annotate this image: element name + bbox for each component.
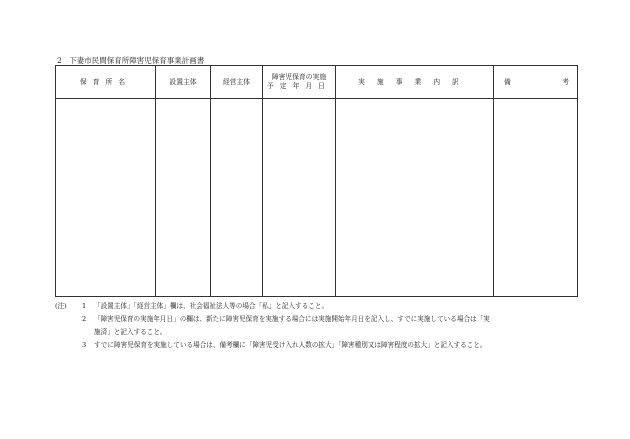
header-remarks	[494, 66, 578, 99]
note-number: 1	[82, 302, 87, 310]
header-nursery-name: 保育所名	[56, 66, 156, 99]
header-remarks-char1: 備	[504, 77, 511, 86]
cell-operator[interactable]	[211, 99, 263, 297]
note-item-1	[55, 300, 580, 313]
header-schedule-date	[263, 66, 336, 99]
plan-table	[55, 65, 578, 297]
notes-prefix: (注)	[55, 302, 67, 310]
cell-establisher[interactable]	[156, 99, 211, 297]
note-item-2	[55, 313, 580, 326]
note-text: すでに障害児保育を実施している場合は、備考欄に「障害児受け入れ人数の拡大」「障害種別又は障害程度の拡大」と記入すること。	[94, 341, 487, 349]
note-number: 3	[82, 341, 87, 349]
table-body-row	[56, 99, 578, 297]
cell-remarks[interactable]	[494, 99, 578, 297]
cell-schedule-date[interactable]	[263, 99, 336, 297]
header-details: 実施事業内訳	[336, 66, 494, 99]
header-remarks-char2: 考	[562, 77, 569, 86]
note-text: 「障害児保育の実施年月日」の欄は、新たに障害児保育を実施する場合には実施開始年月日を記入し、すでに実施している場合は「実	[94, 315, 490, 323]
header-operator: 経営主体	[211, 66, 263, 99]
note-text-continued: 施済」と記入すること。	[94, 328, 167, 336]
cell-nursery-name[interactable]	[56, 99, 156, 297]
cell-details[interactable]	[336, 99, 494, 297]
header-schedule-line1: 障害児保育の実施	[271, 73, 327, 81]
note-item-3	[55, 339, 580, 352]
note-number: 2	[82, 315, 87, 323]
note-text: 「設置主体」「経営主体」欄は、社会福祉法人等の場合「私」と記入すること。	[94, 302, 329, 310]
note-item-2-continued	[55, 326, 580, 339]
document-title: 2 下妻市民間保育所障害児保育事業計画書	[57, 56, 205, 65]
notes-section	[55, 300, 580, 352]
header-schedule-line2: 予定年月日	[267, 82, 331, 90]
table-header-row	[56, 66, 578, 99]
header-establisher: 設置主体	[156, 66, 211, 99]
